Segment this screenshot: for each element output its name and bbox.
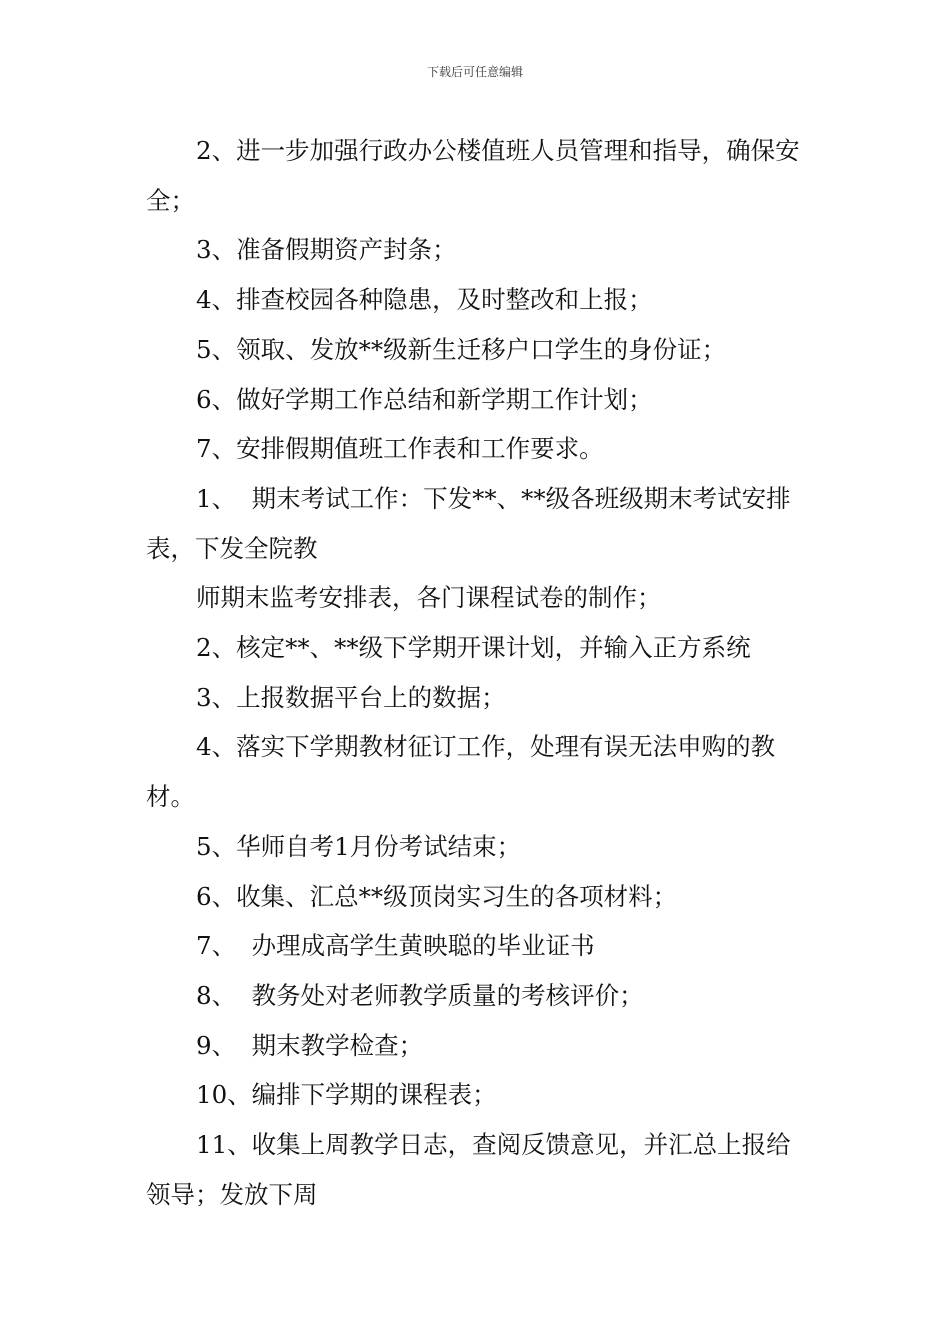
paragraph: 7、安排假期值班工作表和工作要求。	[196, 434, 604, 464]
paragraph: 7、 办理成高学生黄映聪的毕业证书	[196, 931, 595, 961]
paragraph: 4、落实下学期教材征订工作，处理有误无法申购的教材。	[146, 732, 776, 812]
paragraph: 2、进一步加强行政办公楼值班人员管理和指导，确保安全；	[146, 136, 800, 215]
paragraph: 9、 期末教学检查；	[196, 1030, 424, 1060]
paragraph: 5、华师自考1月份考试结束；	[196, 831, 522, 861]
paragraph: 10、编排下学期的课程表；	[196, 1080, 497, 1110]
paragraph: 8、 教务处对老师教学质量的考核评价；	[196, 980, 644, 1010]
page-header: 下载后可任意编辑	[426, 65, 523, 79]
paragraph: 11、收集上周教学日志，查阅反馈意见，并汇总上报给领导；发放下周	[146, 1130, 791, 1209]
paragraph: 4、排查校园各种隐患，及时整改和上报；	[196, 285, 653, 315]
document-body	[146, 126, 810, 1219]
paragraph: 1、 期末考试工作：下发**、**级各班级期末考试安排表，下发全院教	[146, 483, 791, 563]
paragraph: 6、收集、汇总**级顶岗实习生的各项材料；	[196, 881, 678, 911]
paragraph: 师期末监考安排表，各门课程试卷的制作；	[196, 583, 662, 613]
paragraph: 3、准备假期资产封条；	[196, 235, 457, 265]
paragraph: 5、领取、发放**级新生迁移户口学生的身份证；	[196, 334, 727, 364]
paragraph: 2、核定**、**级下学期开课计划，并输入正方系统	[196, 633, 751, 663]
paragraph: 3、上报数据平台上的数据；	[196, 682, 506, 712]
paragraph: 6、做好学期工作总结和新学期工作计划；	[196, 384, 653, 414]
